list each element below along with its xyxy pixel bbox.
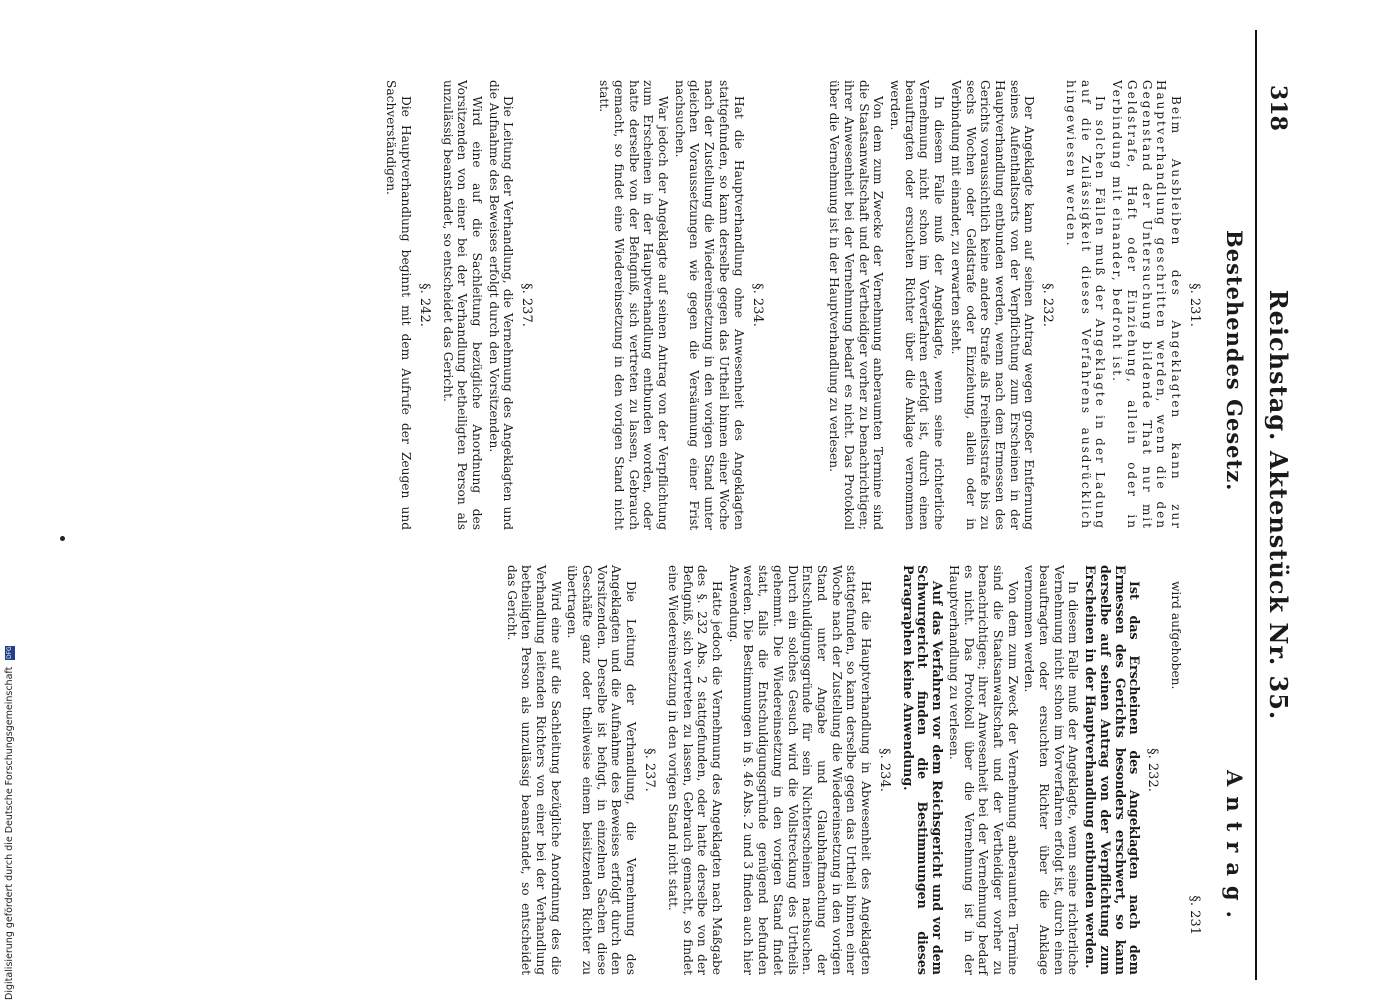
credit-text: Digitalisierung gefördert durch die Deutsche Forschungsgemeinschaft (4, 666, 15, 1000)
section-title: §. 234. (877, 748, 893, 792)
paragraph: Von dem zum Zweck der Vernehmung anberaumten Termine sind die Staatsanwaltschaft und der Vertheidiger vorher zu benachrichtigen; ihrer Anwesenheit bei der Vernehmung bedarf es nicht. Das Protokoll über die Vernehmung ist in der Hauptverhandlung zu verlesen. (946, 565, 1020, 975)
scanned-page (15, 0, 1305, 1000)
paragraph: Hat die Hauptverhandlung ohne Anwesenheit des Angeklagten stattgefunden, so kann derselbe gegen das Urtheil binnen einer Woche nach der Zustellung die Wiedereinsetzung in den vorigen Stand unter gleichen Voraussetzungen wie gegen die Versäumung einer Frist nachsuchen. (672, 80, 746, 530)
paragraph: In diesem Falle muß der Angeklagte, wenn seine richterliche Vernehmung nicht schon im Vorverfahren erfolgt ist, durch einen beauftragten oder ersuchten Richter über die Anklage vernommen werden. (888, 80, 947, 530)
page-header (1255, 30, 1297, 980)
left-column (382, 80, 1210, 530)
paragraph: In diesem Falle muß der Angeklagte, wenn seine richterliche Vernehmung nicht schon im Vorverfahren erfolgt ist, durch einen beauftragten oder ersuchten Richter über die Anklage vernommen werden. (1022, 565, 1081, 975)
section-title: §. 237. (519, 283, 535, 327)
right-column (502, 565, 1210, 975)
paragraph: In solchen Fällen muß der Angeklagte in der Ladung auf die Zulässigkeit dieses Verfahrens ausdrücklich hingewiesen werden. (1064, 80, 1108, 530)
paragraph: wird aufgehoben. (1169, 581, 1183, 690)
digitization-credit (4, 646, 15, 1000)
paragraph: Ist das Erscheinen des Angeklagten nach dem Ermessen des Gerichts besonders erschwert, so kann derselbe auf seinen Antrag von der Verpflichtung zum Erscheinen in der Hauptverhandlung entbunden werden. (1083, 565, 1143, 975)
paragraph: Die Leitung der Verhandlung, die Vernehmung des Angeklagten und die Aufnahme des Beweises erfolgt durch den Vorsitzenden. (486, 80, 516, 530)
paragraph: Wird eine auf die Sachleitung bezügliche Anordnung des die Verhandlung leitenden Richters von einer bei der Verhandlung betheiligten Person als unzulässig beanstandet, so entscheidet das Gericht. (504, 565, 563, 975)
paragraph: Beim Ausbleiben des Angeklagten kann zur Hauptverhandlung geschritten werden, wenn die den Gegenstand der Untersuchung bildende That nur mit Geldstrafe, Haft oder Einziehung, allein oder in Verbindung mit einander, bedroht ist. (1110, 80, 1183, 530)
paragraph: Hat die Hauptverhandlung in Abwesenheit des Angeklagten stattgefunden, so kann derselbe gegen das Urtheil binnen einer Woche nach der Zustellung die Wiedereinsetzung in den vorigen Stand unter Angabe und Glaubhaftmachung der Entschuldigungsgründe für sein Nichterscheinen nachsuchen. Durch ein solches Gesuch wird die Vollstreckung des Urtheils gehemmt. Die Wiedereinsetzung in den vorigen Stand findet statt, falls die Entschuldigungsgründe genügend befunden werden. Die Bestimmungen in §. 46 Abs. 2 und 3 finden auch hier Anwendung. (726, 565, 874, 975)
section-title: §. 231 (1187, 895, 1202, 935)
page-title: Reichstag. Aktenstück Nr. 35. (1264, 289, 1293, 721)
left-column-heading: Bestehendes Gesetz. (1222, 230, 1247, 492)
paragraph: Die Leitung der Verhandlung, die Vernehmung des Angeklagten und die Aufnahme des Beweises erfolgt durch den Vorsitzenden. Derselbe ist befugt, in einzelnen Sachen diese Geschäfte ganz oder theilweise einem beisitzenden Richter zu übertragen. (565, 565, 639, 975)
section-title: §. 242. (416, 283, 432, 327)
section-title: §. 232. (1040, 283, 1056, 327)
paragraph: War jedoch der Angeklagte auf seinen Antrag von der Verpflichtung zum Erscheinen in der Hauptverhandlung entbunden worden, oder hatte derselbe von der Befugniß, sich vertreten zu lassen, Gebrauch gemacht, so findet eine Wiedereinsetzung in den vorigen Stand nicht statt. (597, 80, 671, 530)
paragraph: Die Hauptverhandlung beginnt mit dem Aufrufe der Zeugen und Sachverständigen. (384, 80, 413, 530)
dfg-logo-icon: DFG (5, 646, 13, 660)
paragraph: Auf das Verfahren vor dem Reichsgericht und vor dem Schwurgericht finden die Bestimmungen dieses Paragraphen keine Anwendung. (900, 565, 946, 975)
paragraph: Hatte jedoch die Vernehmung des Angeklagten nach Maßgabe des §. 232 Abs. 2 stattgefunden, oder hatte derselbe von der Befugniß, sich vertreten zu lassen, Gebrauch gemacht, so findet eine Wiedereinsetzung in den vorigen Stand nicht statt. (665, 565, 725, 975)
section-title: §. 237. (642, 748, 658, 792)
page-number: 318 (1265, 85, 1291, 131)
section-title: §. 231. (1187, 283, 1202, 327)
paragraph: Der Angeklagte kann auf seinen Antrag wegen großer Entfernung seines Aufenthaltsorts von der Verpflichtung zum Erscheinen in der Hauptverhandlung entbunden werden, wenn nach dem Ermessen des Gerichts voraussichtlich keine andere Strafe als Freiheitsstrafe bis zu sechs Wochen oder Geldstrafe oder Einziehung, allein oder in Verbindung mit einander, zu erwarten steht. (948, 80, 1037, 530)
right-column-heading: Antrag. (1222, 770, 1247, 928)
section-title: §. 232. (1145, 748, 1161, 792)
paragraph: Von dem zum Zwecke der Vernehmung anberaumten Termine sind die Staatsanwaltschaft und der Vertheidiger vorher zu benachrichtigen; ihrer Anwesenheit bei der Vernehmung bedarf es nicht. Das Protokoll über die Vernehmung ist in der Hauptverhandlung zu verlesen. (827, 80, 886, 530)
paragraph: Wird eine auf die Sachleitung bezügliche Anordnung des Vorsitzenden von einer bei der Verhandlung betheiligten Person als unzulässig beanstandet, so entscheidet das Gericht. (440, 80, 485, 530)
section-title: §. 234. (749, 283, 765, 327)
scan-speck (60, 536, 65, 541)
